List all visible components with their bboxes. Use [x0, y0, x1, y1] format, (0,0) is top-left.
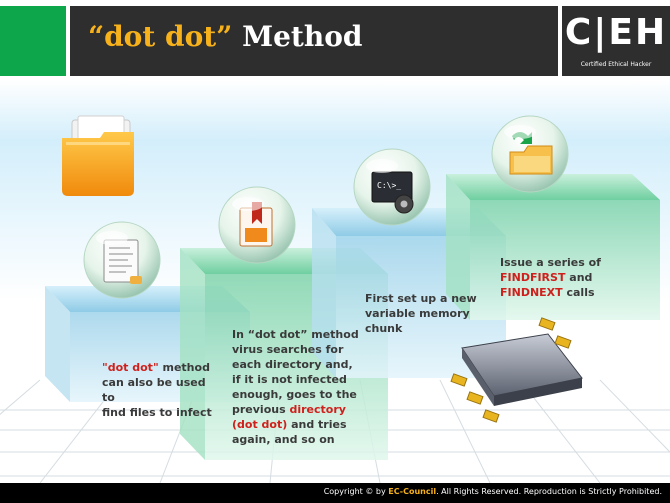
step-2-label [232, 327, 362, 447]
step-4-calls: calls [562, 286, 595, 299]
step-4-highlight-2: FINDNEXT [500, 286, 563, 299]
step-2-highlight-1: directory [289, 403, 346, 416]
document-icon [84, 222, 160, 298]
step-4-and: and [565, 271, 593, 284]
accent-block [0, 6, 66, 76]
copyright-notice [324, 487, 662, 496]
step-1-label [102, 360, 222, 420]
step-2-line-3: each directory and, [232, 358, 353, 371]
ceh-logo [562, 6, 670, 76]
step-2-line-8: again, and so on [232, 433, 335, 446]
title-quoted: “dot dot” [88, 20, 233, 53]
title-rest: Method [232, 20, 363, 53]
logo-letters: C|EH [564, 12, 668, 53]
step-2-line-5: enough, goes to the [232, 388, 357, 401]
step-2-line-6: previous [232, 403, 290, 416]
page-title [88, 20, 362, 53]
step-2-line-7: and tries [287, 418, 347, 431]
step-2-line-4: if it is not infected [232, 373, 347, 386]
logo-tagline: Certified Ethical Hacker [580, 61, 652, 68]
bookmark-file-icon [219, 187, 295, 263]
header-bar [0, 0, 670, 80]
step-1-highlight: "dot dot" [102, 361, 159, 374]
step-4-highlight-1: FINDFIRST [500, 271, 566, 284]
step-4-line-1: Issue a series of [500, 256, 601, 269]
folder-arrow-icon [492, 116, 568, 192]
command-prompt-icon [354, 149, 430, 225]
diagram-canvas [0, 80, 670, 483]
step-3-line-3: chunk [365, 322, 403, 335]
step-3-line-2: variable memory [365, 307, 470, 320]
step-4-label [500, 255, 640, 300]
step-2-highlight-2: (dot dot) [232, 418, 288, 431]
step-1-line-1: method [158, 361, 210, 374]
folder-icon [62, 116, 134, 196]
step-2-line-2: virus searches for [232, 343, 344, 356]
step-3-line-1: First set up a new [365, 292, 477, 305]
footer-bar [0, 483, 670, 503]
copyright-suffix: . All Rights Reserved. Reproduction is Strictly Prohibited. [436, 487, 662, 496]
step-3-label [365, 291, 485, 336]
copyright-prefix: Copyright © by [323, 487, 389, 496]
svg-text:C:\>_: C:\>_ [377, 181, 402, 190]
brand-name: EC-Council [388, 487, 437, 496]
step-1-line-2: can also be used to [102, 376, 206, 404]
title-bar [70, 6, 558, 76]
step-2-line-1: In “dot dot” method [232, 328, 359, 341]
step-1-line-3: find files to infect [102, 406, 212, 419]
